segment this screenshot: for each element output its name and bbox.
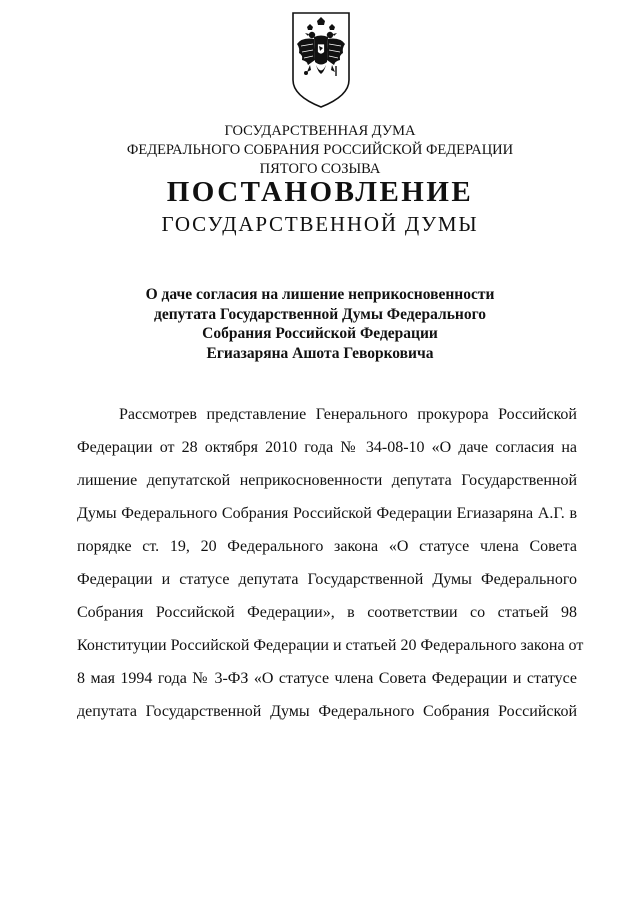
issuer-header xyxy=(0,122,640,179)
body-line: Собрания Российской Федерации», в соответствии со статьей 98 xyxy=(77,604,577,621)
body-line: 8 мая 1994 года № 3-ФЗ «О статусе члена Совета Федерации и статусе xyxy=(77,670,577,687)
russian-coat-of-arms-icon xyxy=(290,10,352,110)
header-line-duma: ГОСУДАРСТВЕННАЯ ДУМА xyxy=(224,123,416,139)
header-line-convocation: ПЯТОГО СОЗЫВА xyxy=(259,161,381,177)
header-line-federal-assembly: ФЕДЕРАЛЬНОГО СОБРАНИЯ РОССИЙСКОЙ ФЕДЕРАЦИИ xyxy=(126,142,514,158)
body-paragraph xyxy=(77,398,584,728)
body-line: Федерации от 28 октября 2010 года № 34-08-10 «О даче согласия на xyxy=(77,439,577,456)
document-type-title: ПОСТАНОВЛЕНИЕ xyxy=(166,176,474,208)
body-line: Федерации и статусе депутата Государственной Думы Федерального xyxy=(77,571,577,588)
subject-line: Егиазаряна Ашота Геворковича xyxy=(206,344,434,362)
body-line: Конституции Российской Федерации и статьей 20 Федерального закона от xyxy=(77,637,584,654)
subject-line: Собрания Российской Федерации xyxy=(202,325,438,342)
body-line: Думы Федерального Собрания Российской Федерации Егиазаряна А.Г. в xyxy=(77,505,577,522)
document-issuer-title: ГОСУДАРСТВЕННОЙ ДУМЫ xyxy=(161,212,479,236)
document-subject xyxy=(0,285,640,363)
body-line: лишение депутатской неприкосновенности депутата Государственной xyxy=(77,472,577,489)
subject-line: депутата Государственной Думы Федерального xyxy=(154,305,486,323)
body-line: Рассмотрев представление Генерального прокурора Российской xyxy=(119,406,577,423)
body-line: порядке ст. 19, 20 Федерального закона «О статусе члена Совета xyxy=(77,538,577,555)
body-line: депутата Государственной Думы Федерального Собрания Российской xyxy=(77,703,577,720)
subject-line: О даче согласия на лишение неприкосновенности xyxy=(145,286,495,303)
